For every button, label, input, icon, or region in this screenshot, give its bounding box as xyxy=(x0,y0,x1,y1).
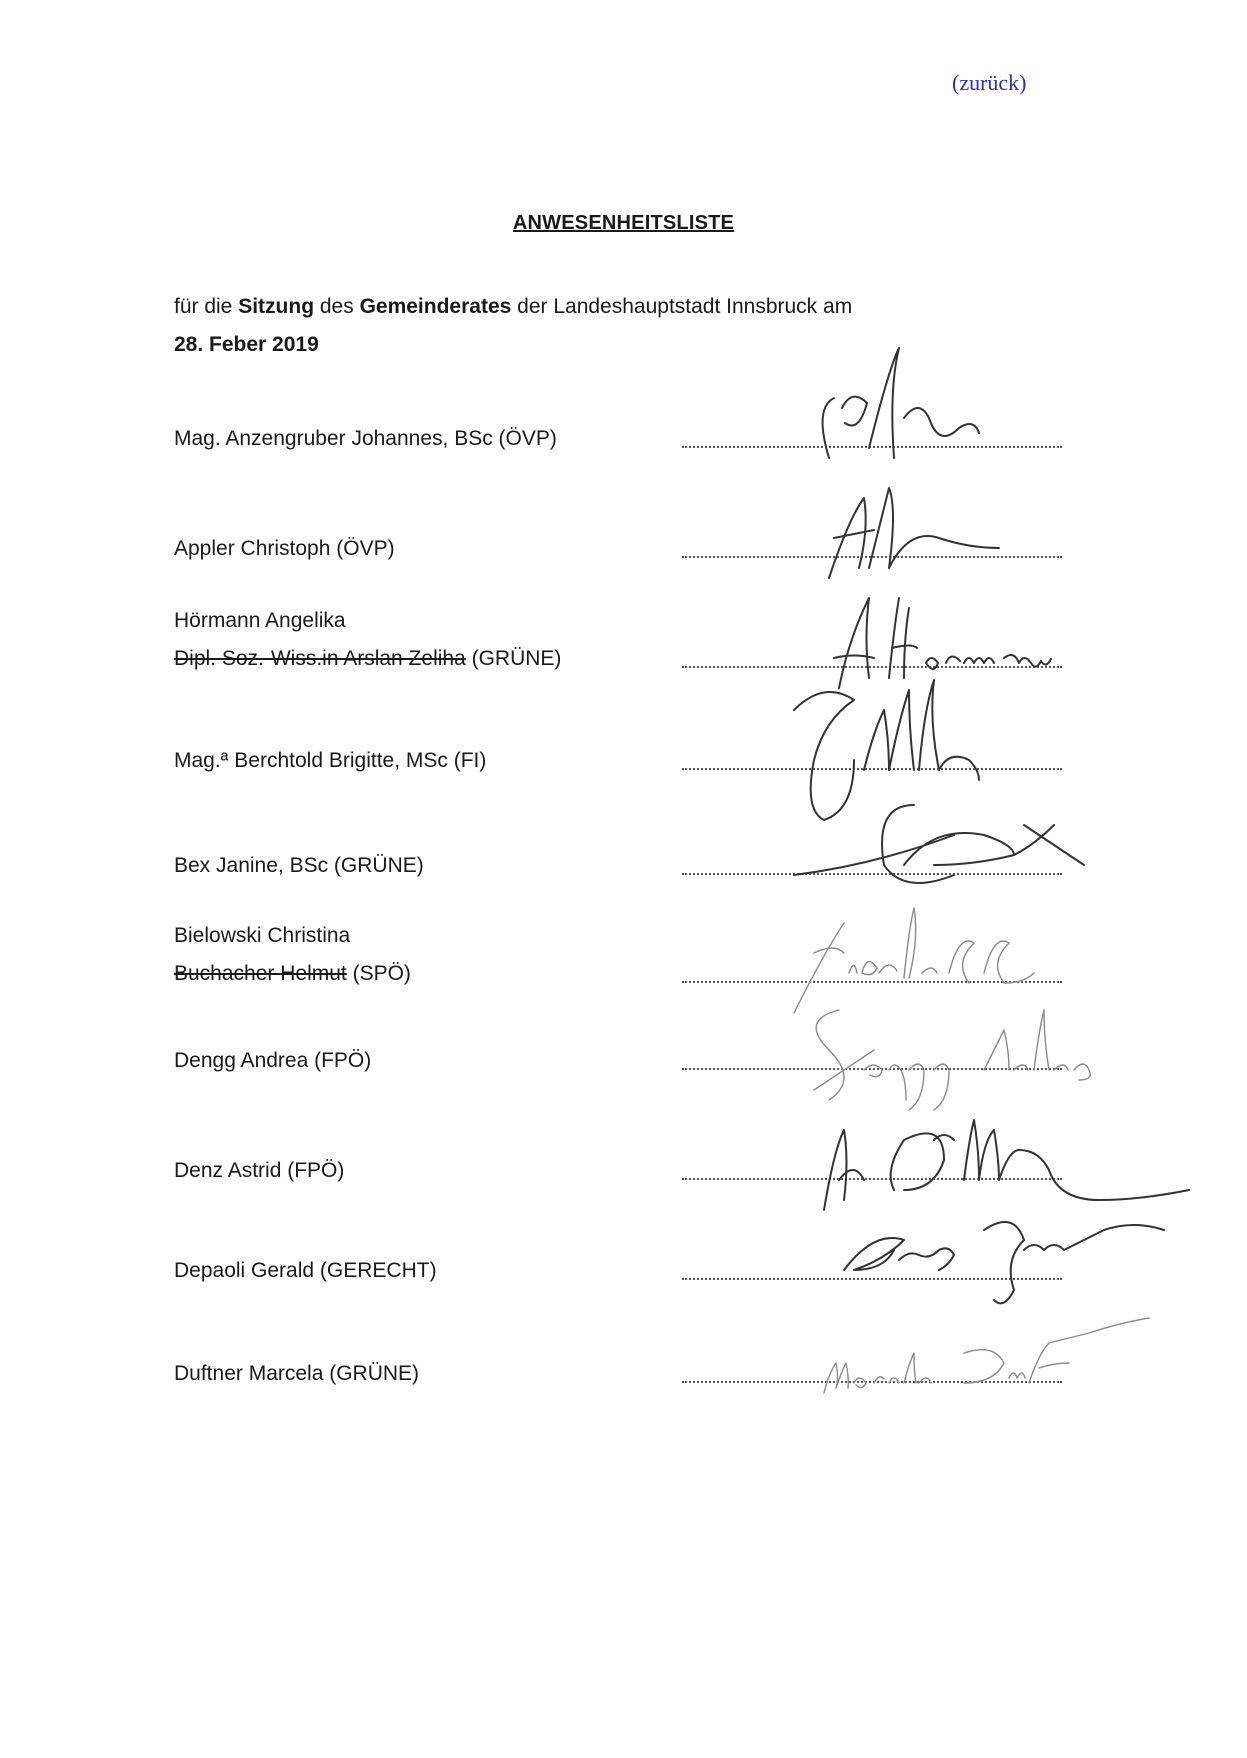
attendee-name: Hörmann Angelika xyxy=(174,609,346,632)
attendee-name: Dengg Andrea (FPÖ) xyxy=(174,1049,372,1072)
intro-part: der Landeshauptstadt Innsbruck am xyxy=(511,295,853,318)
attendee-entry xyxy=(174,378,1074,458)
attendee-name: Bex Janine, BSc (GRÜNE) xyxy=(174,854,424,877)
attendee-entry xyxy=(174,1313,1074,1393)
attendee-name: Depaoli Gerald (GERECHT) xyxy=(174,1259,437,1282)
attendee-name: Denz Astrid (FPÖ) xyxy=(174,1159,345,1182)
party-label: (GRÜNE) xyxy=(465,647,562,670)
back-link[interactable]: (zurück) xyxy=(952,70,1027,95)
attendee-name: Mag. Anzengruber Johannes, BSc (ÖVP) xyxy=(174,427,557,450)
struck-name: Buchacher Helmut xyxy=(174,962,347,985)
party-label: (SPÖ) xyxy=(346,962,411,985)
document-title: ANWESENHEITSLISTE xyxy=(512,212,735,234)
session-date: 28. Feber 2019 xyxy=(174,333,319,356)
attendee-name: Bielowski Christina xyxy=(174,924,351,947)
attendee-entry xyxy=(174,1000,1074,1080)
attendee-name: Appler Christoph (ÖVP) xyxy=(174,537,395,560)
intro-bold-gemeinderates: Gemeinderates xyxy=(359,295,512,318)
attendee-name: Mag.ª Berchtold Brigitte, MSc (FI) xyxy=(174,749,487,772)
attendee-name: Duftner Marcela (GRÜNE) xyxy=(174,1362,420,1385)
intro-part: des xyxy=(314,295,360,318)
attendee-entry xyxy=(174,488,1074,568)
struck-name: Dipl. Soz.-Wiss.in Arslan Zeliha xyxy=(174,647,466,670)
signature xyxy=(664,1273,1124,1423)
intro-part: für die xyxy=(174,295,239,318)
intro-bold-sitzung: Sitzung xyxy=(238,295,315,318)
